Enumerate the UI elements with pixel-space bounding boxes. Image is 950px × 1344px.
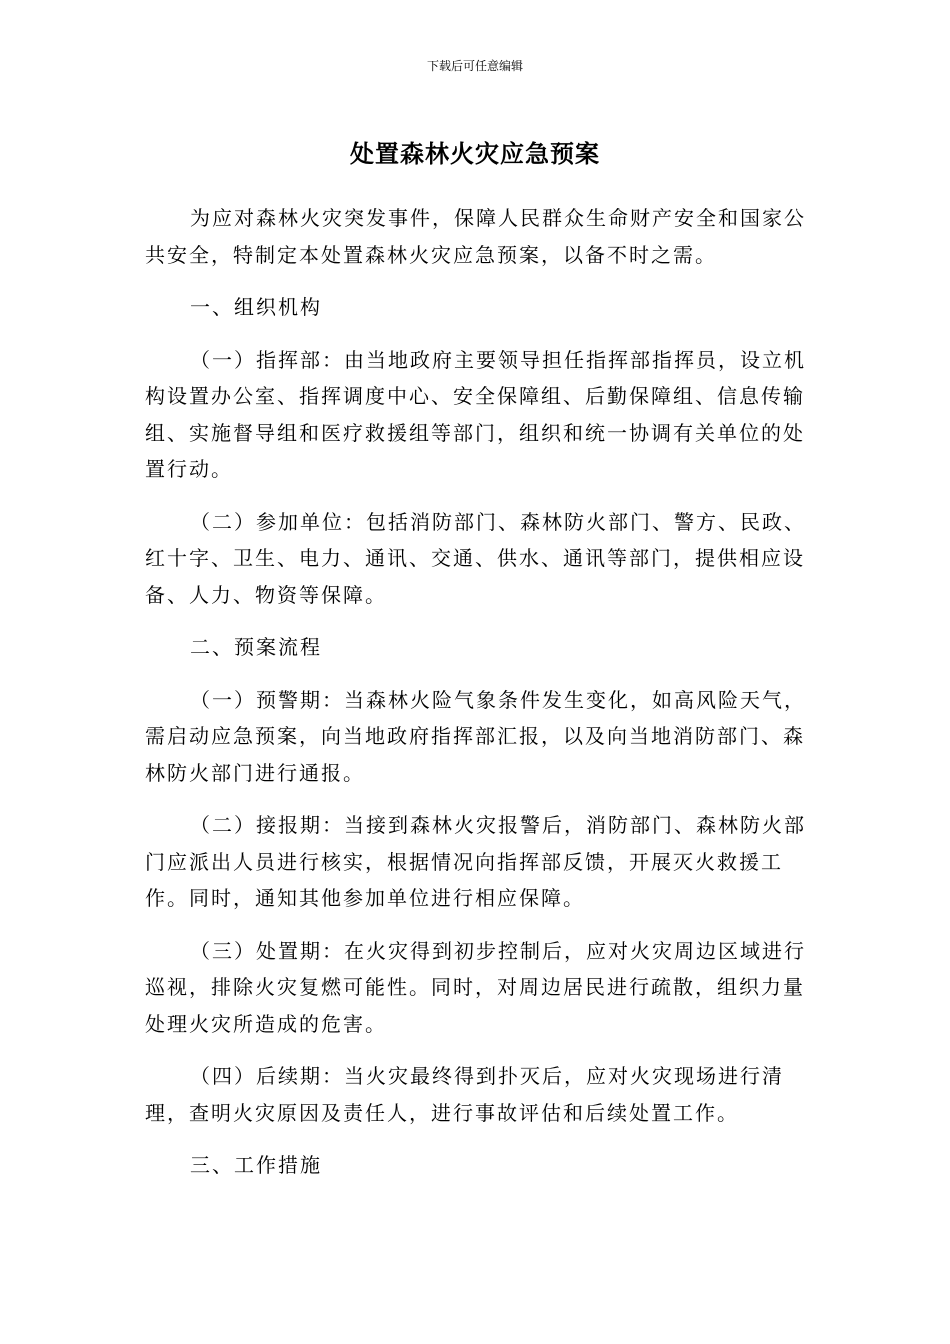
paragraph-handling-phase: （三）处置期：在火灾得到初步控制后，应对火灾周边区域进行巡视，排除火灾复燃可能性。同时，对周边居民进行疏散，组织力量处理火灾所造成的危害。: [145, 938, 806, 1036]
paragraph-participating-units: （二）参加单位：包括消防部门、森林防火部门、警方、民政、红十字、卫生、电力、通讯、交通、供水、通讯等部门，提供相应设备、人力、物资等保障。: [145, 509, 806, 607]
paragraph-command-center: （一）指挥部：由当地政府主要领导担任指挥部指挥员，设立机构设置办公室、指挥调度中心、安全保障组、后勤保障组、信息传输组、实施督导组和医疗救援组等部门，组织和统一协调有关单位的处置行动。: [145, 347, 806, 481]
paragraph-report-phase: （二）接报期：当接到森林火灾报警后，消防部门、森林防火部门应派出人员进行核实，根据情况向指挥部反馈，开展灭火救援工作。同时，通知其他参加单位进行相应保障。: [145, 813, 806, 910]
document-title: 处置森林火灾应急预案: [350, 140, 600, 168]
document-body: [145, 200, 810, 1200]
paragraph-followup-phase: （四）后续期：当火灾最终得到扑灭后，应对火灾现场进行清理，查明火灾原因及责任人，进行事故评估和后续处置工作。: [145, 1064, 784, 1125]
paragraph-warning-phase: （一）预警期：当森林火险气象条件发生变化，如高风险天气，需启动应急预案，向当地政府指挥部汇报，以及向当地消防部门、森林防火部门进行通报。: [145, 687, 806, 785]
section-heading-measures: 三、工作措施: [190, 1153, 322, 1177]
header-note: 下载后可任意编辑: [426, 59, 523, 73]
section-heading-organization: 一、组织机构: [190, 295, 322, 319]
intro-paragraph: 为应对森林火灾突发事件，保障人民群众生命财产安全和国家公共安全，特制定本处置森林火灾应急预案，以备不时之需。: [145, 206, 806, 267]
section-heading-process: 二、预案流程: [190, 635, 322, 659]
